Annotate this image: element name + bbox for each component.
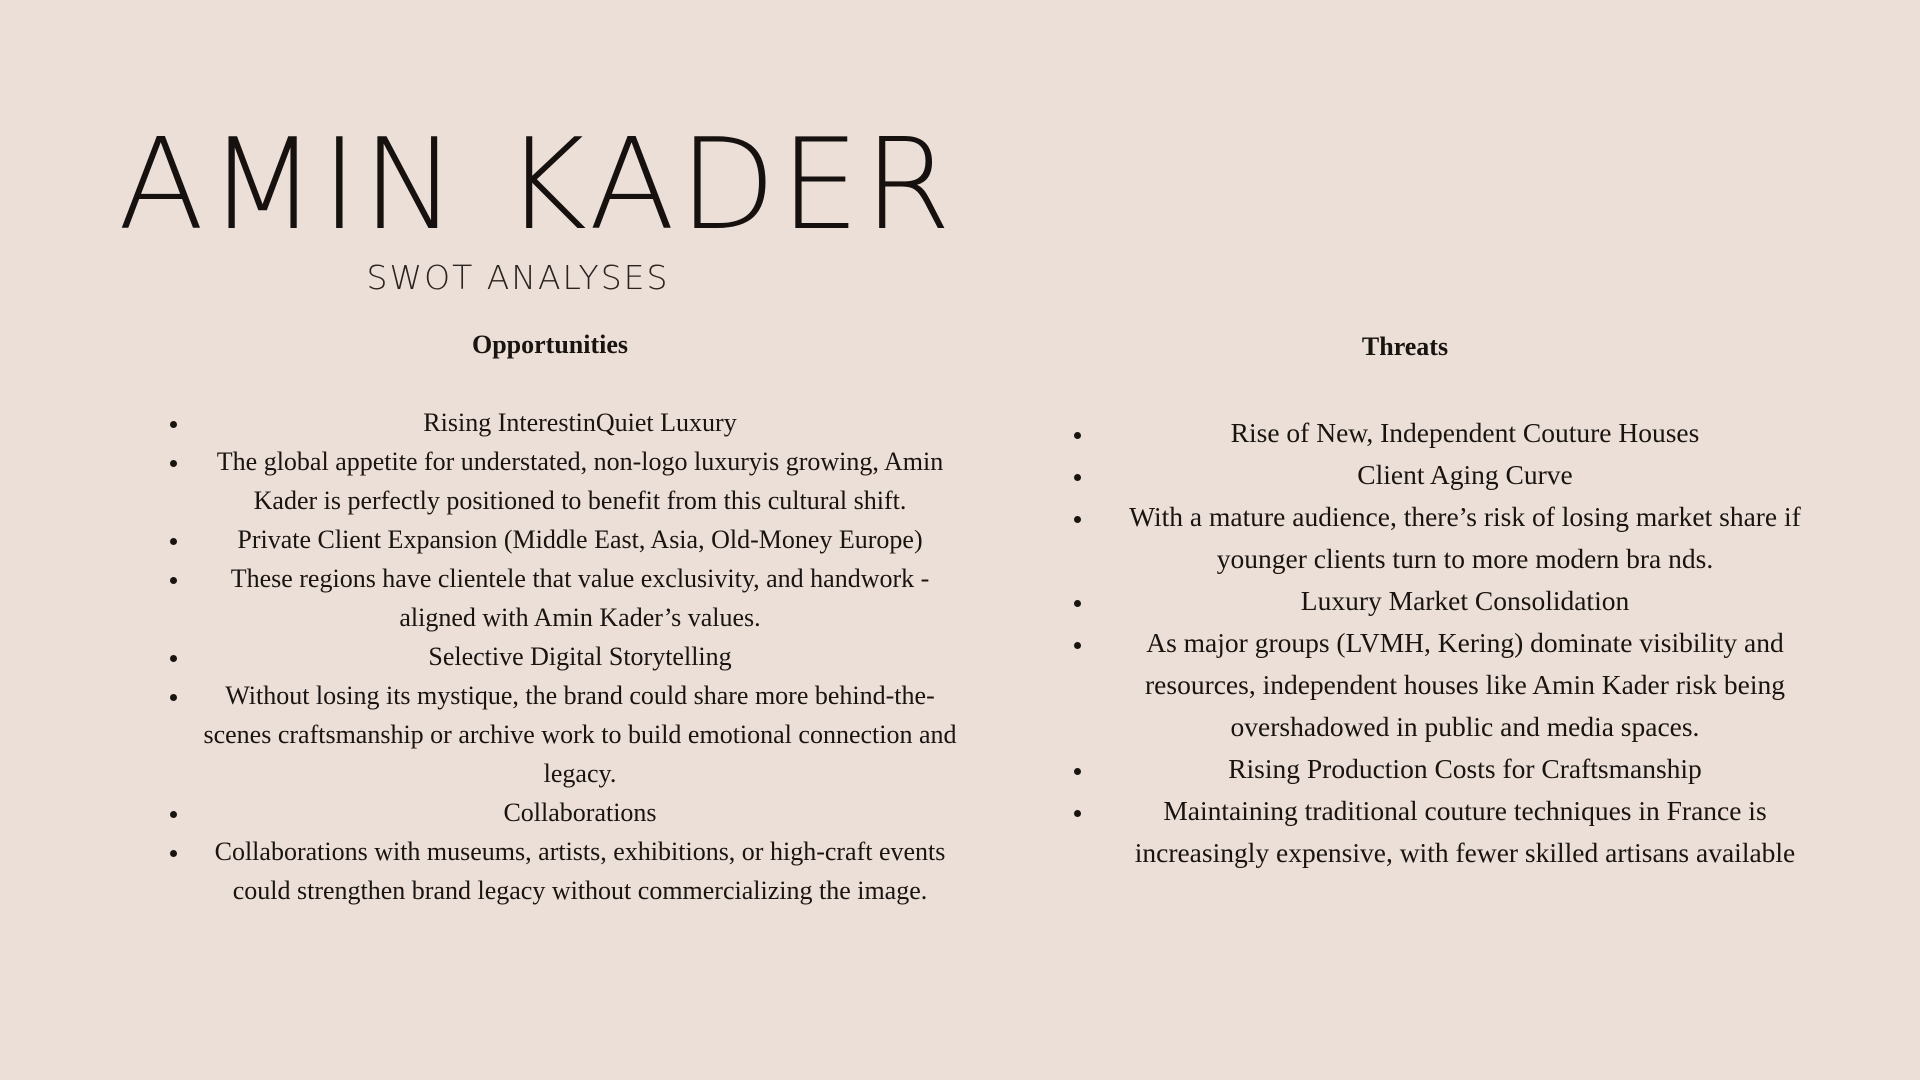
list-item-text: Rise of New, Independent Couture Houses [1230,417,1700,448]
bullet-icon [170,538,177,545]
list-item [160,520,960,559]
list-item-text: Private Client Expansion (Middle East, Asia, Old-Money Europe) [237,525,923,554]
list-item-text: As major groups (LVMH, Kering) dominate visibility and resources, independent houses like Amin Kader risk being overshadowed in public and media spaces. [1145,627,1785,742]
brand-title: AMIN KADER [118,111,956,258]
list-item [1060,454,1830,496]
bullet-icon [1074,474,1081,481]
bullet-icon [1074,600,1081,607]
list-item-text: Maintaining traditional couture techniques in France is increasingly expensive, with fewer skilled artisans available [1134,795,1796,868]
bullet-icon [170,577,177,584]
threats-list [1060,412,1830,874]
bullet-icon [1074,642,1081,649]
list-item-text: Collaborations with museums, artists, exhibitions, or high-craft events could strengthen brand legacy without commercializing the image. [214,837,946,905]
list-item [160,442,960,520]
list-item [160,676,960,793]
list-item [1060,496,1830,580]
bullet-icon [1074,432,1081,439]
list-item [160,559,960,637]
bullet-icon [1074,768,1081,775]
list-item-text: With a mature audience, there’s risk of losing market share if younger clients turn to more modern bra nds. [1129,501,1801,574]
list-item-text: Without losing its mystique, the brand could share more behind-the-scenes craftsmanship or archive work to build emotional connection and legacy. [203,681,957,788]
list-item-text: The global appetite for understated, non-logo luxuryis growing, Amin Kader is perfectly positioned to benefit from this cultural shift. [216,447,944,515]
threats-heading: Threats [1361,332,1449,361]
list-item-text: Luxury Market Consolidation [1300,585,1630,616]
bullet-icon [1074,810,1081,817]
list-item [1060,748,1830,790]
list-item [160,637,960,676]
list-item-text: These regions have clientele that value exclusivity, and handwork - aligned with Amin Kader’s values. [230,564,930,632]
bullet-icon [170,694,177,701]
opportunities-heading: Opportunities [471,330,629,359]
bullet-icon [170,421,177,428]
opportunities-list [160,403,960,910]
list-item-text: Rising Production Costs for Craftsmanship [1228,753,1702,784]
list-item [160,832,960,910]
bullet-icon [1074,516,1081,523]
bullet-icon [170,655,177,662]
list-item [1060,790,1830,874]
bullet-icon [170,460,177,467]
bullet-icon [170,850,177,857]
page-subtitle: SWOT ANALYSES [366,258,670,297]
list-item-text: Client Aging Curve [1357,459,1573,490]
bullet-icon [170,811,177,818]
list-item [160,793,960,832]
list-item [160,403,960,442]
list-item [1060,412,1830,454]
list-item [1060,622,1830,748]
list-item-text: Collaborations [503,798,657,827]
list-item-text: Rising InterestinQuiet Luxury [423,408,737,437]
list-item [1060,580,1830,622]
list-item-text: Selective Digital Storytelling [428,642,732,671]
